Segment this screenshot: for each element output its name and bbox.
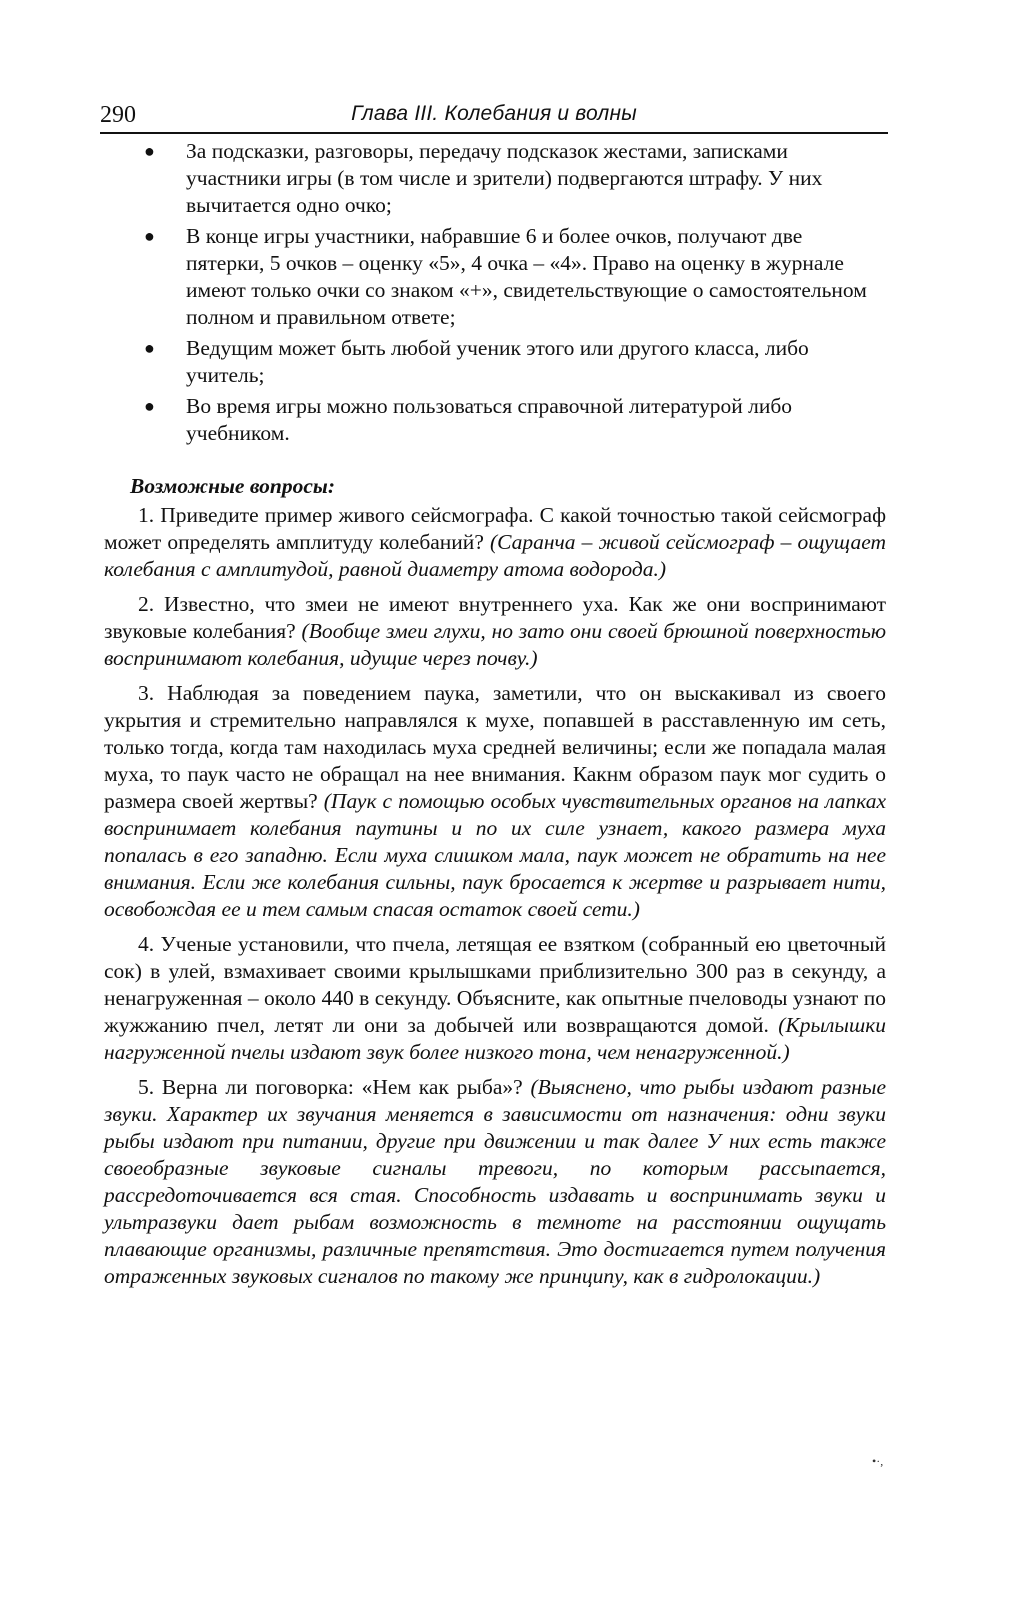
question-2 (104, 591, 886, 672)
question-1 (104, 502, 886, 583)
answer-text: (Паук с помощью особых чувствительных органов на лапках воспринимает колебания паутины и по их силе узнает, какого размера муха попалась в его западню. Если муха слишком мала, паук может не обратить на нее внимания. Если же колебания сильны, паук бросается к жертве и разрывает нити, освобождая ее и тем самым спасая остаток своей сети.) (104, 789, 886, 921)
question-5 (104, 1074, 886, 1290)
scan-speck-mark: •·, (872, 1454, 884, 1468)
question-text: 1. Приведите пример живого сейсмографа. С какой точностью такой сейсмограф может определять амплитуду колебаний? (104, 503, 886, 554)
list-item (104, 393, 886, 447)
rule-text: Ведущим может быть любой ученик этого или другого класса, либо учитель; (186, 336, 809, 387)
bullet-icon: ● (144, 141, 155, 161)
question-text: 4. Ученые установили, что пчела, летящая ее взятком (собранный ею цветочный сок) в улей, взмахивает своими крылышками приблизительно 300 раз в секунду, а ненагруженная – около 440 в секунду. Объясните, как опытные пчеловоды узнают по жужжанию пчел, летят ли они за добычей или возвращаются домой. (104, 932, 886, 1037)
section-title: Возможные вопросы: (130, 474, 335, 498)
question-4 (104, 931, 886, 1066)
question-text: 3. Наблюдая за поведением паука, заметили, что он выскакивал из своего укрытия и стремительно направлялся к мухе, попавшей в расставленную им сеть, только тогда, когда там находилась муха средней величины; если же попадала малая муха, то паук часто не обращал на нее внимания. Какнм образом паук мог судить о размера своей жертвы? (104, 681, 886, 813)
rule-text: Во время игры можно пользоваться справочной литературой либо учебником. (186, 394, 793, 445)
question-text: 2. Известно, что змеи не имеют внутреннего уха. Как же они воспринимают звуковые колебания? (104, 592, 886, 643)
answer-text: (Крылышки нагруженной пчелы издают звук более низкого тона, чем ненагруженной.) (104, 1013, 887, 1064)
list-item (104, 138, 886, 219)
rule-text: За подсказки, разговоры, передачу подсказок жестами, записками участники игры (в том числе и зрители) подвергаются штрафу. У них вычитается одно очко; (186, 139, 823, 217)
rules-list (104, 138, 886, 447)
answer-text: (Саранча – живой сейсмограф – ощущает колебания с амплитудой, равной диаметру атома водорода.) (104, 530, 887, 581)
running-title: Глава III. Колебания и волны (351, 102, 637, 125)
bullet-icon: ● (144, 338, 155, 358)
question-3 (104, 680, 886, 923)
page-content (104, 138, 886, 1298)
answer-text: (Вообще змеи глухи, но зато они своей брюшной поверхностью воспринимают колебания, идущие через почву.) (104, 619, 887, 670)
list-item (104, 335, 886, 389)
page-number: 290 (100, 102, 136, 128)
page-header (100, 96, 888, 134)
rule-text: В конце игры участники, набравшие 6 и более очков, получают две пятерки, 5 очков – оценку «5», 4 очка – «4». Право на оценку в журнале имеют только очки со знаком «+», свидетельствующие о самостоятельном полном и правильном ответе; (186, 224, 867, 329)
list-item (104, 223, 886, 331)
bullet-icon: ● (144, 226, 155, 246)
answer-text: (Выяснено, что рыбы издают разные звуки. Характер их звучания меняется в зависимости от назначения: одни звуки рыбы издают при питании, другие при движении и так далее У них есть также своеобразные звуковые сигналы тревоги, по которым рассыпается, рассредоточивается вся стая. Способность издавать и воспринимать звуки и ультразвуки дает рыбам возможность в темноте на расстоянии ощущать плавающие организмы, различные препятствия. Это достигается путем получения отраженных звуковых сигналов по такому же принципу, как в гидролокации.) (104, 1075, 886, 1288)
bullet-icon: ● (144, 396, 155, 416)
question-text: 5. Верна ли поговорка: «Нем как рыба»? (138, 1075, 523, 1099)
